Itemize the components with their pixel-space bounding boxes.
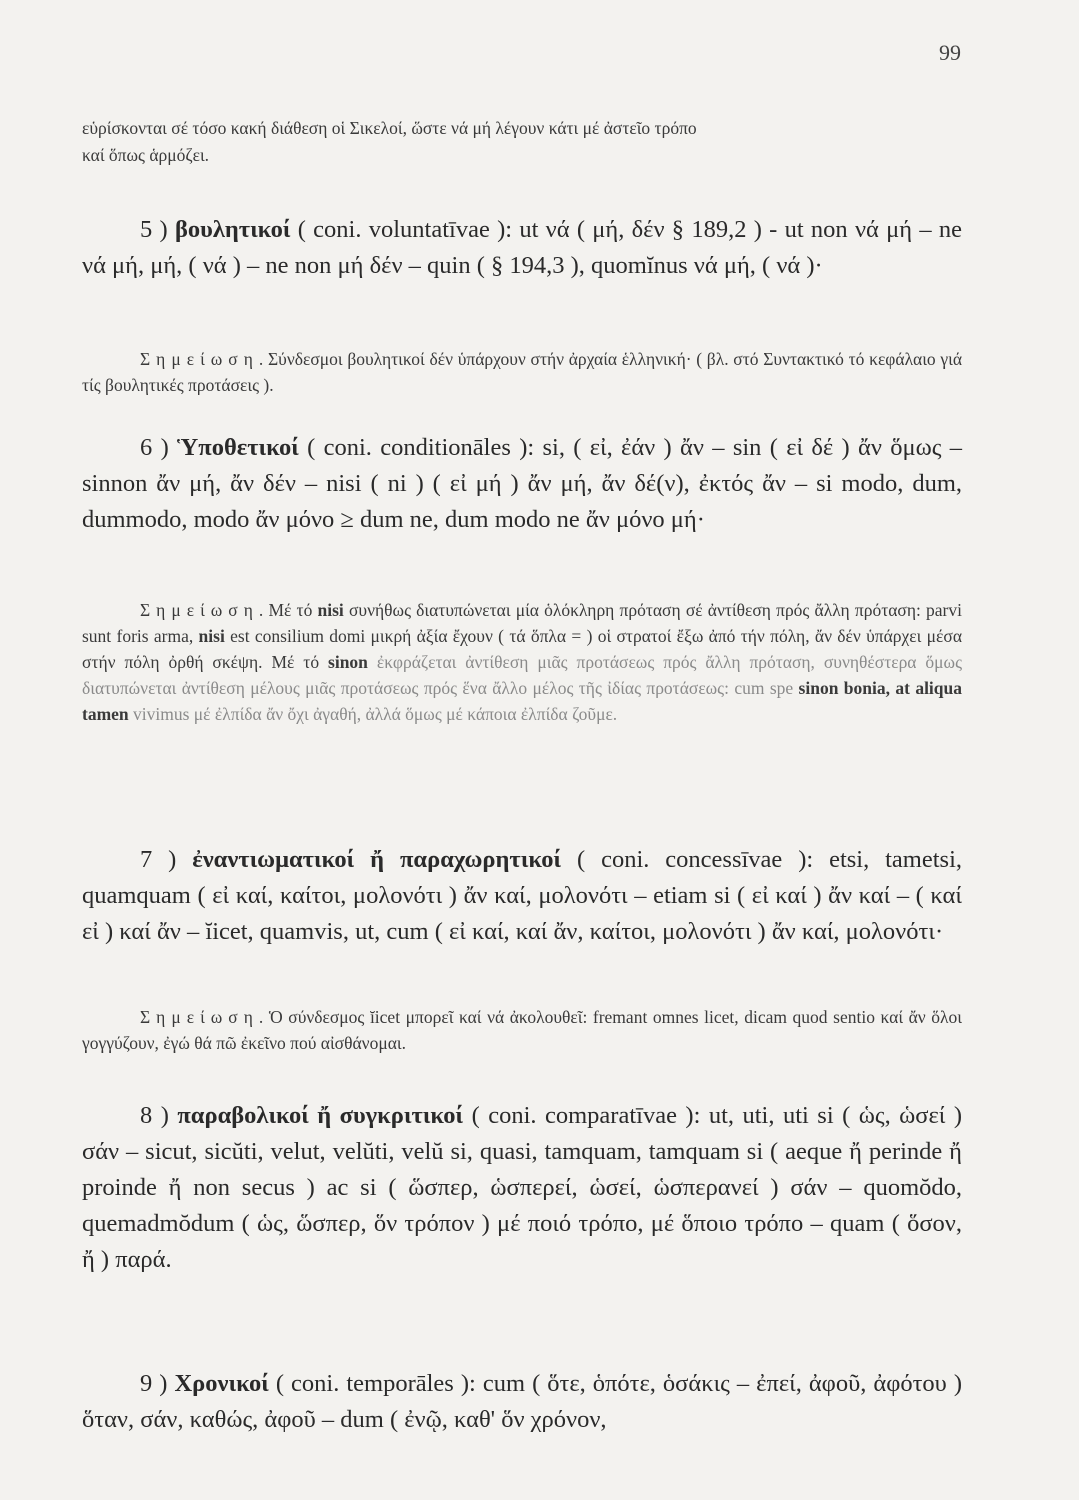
- section-6-paragraph: [82, 430, 962, 538]
- note-text-part: ἐκφράζεται ἀντίθεση μιᾶς προτάσεως πρός ἄλλη πρόταση, συνηθέστερα ὅμως διατυπώνεται ἀντίθεση μέλους μιᾶς προτάσεως πρός ἕνα ἄλλο μέλος τῆς ἰδίας προτάσεως: cum spe: [82, 652, 962, 698]
- page-number: 99: [939, 40, 961, 65]
- note-bold-term: sinon bonia, at aliqua tamen: [82, 678, 963, 724]
- section-6-number: 6 ): [140, 434, 169, 461]
- section-8-paragraph: [82, 1098, 962, 1278]
- intro-paragraph: [82, 115, 962, 169]
- section-8-text: ( coni. comparatīvae ): ut, uti, uti si ( ὡς, ὡσεί ) σάν – sicut, sicŭti, velut, velŭti, velŭ si, quasi, tamquam, tamquam si ( aeque ἤ perinde ἤ proinde ἤ non secus ) ac si ( ὥσπερ, ὡσπερεί, ὡσεί, ὡσπερανεί ) σάν – quomŏdo, quemadmŏdum ( ὡς, ὥσπερ, ὅν τρόπον ) μέ ποιό τρόπο, μέ ὅποιο τρόπο – quam ( ὅσον, ἤ ) παρά.: [82, 1102, 963, 1273]
- section-9-number: 9 ): [140, 1370, 168, 1397]
- section-7-paragraph: [82, 842, 962, 950]
- note-text-part: vivimus μέ ἐλπίδα ἄν ὄχι ἀγαθή, ἀλλά ὅμως μέ κάποια ἐλπίδα ζοῦμε.: [128, 704, 618, 724]
- section-7-number: 7 ): [140, 846, 177, 873]
- note-bold-term: nisi: [198, 626, 225, 646]
- section-5-note-text: . Σύνδεσμοι βουλητικοί δέν ὑπάρχουν στήν ἀρχαία ἑλληνική· ( βλ. στό Συντακτικό τό κεφάλαιο γιά τίς βουλητικές προτάσεις ).: [82, 349, 962, 395]
- section-8: [82, 1098, 962, 1278]
- note-bold-term: nisi: [317, 600, 344, 620]
- section-7-note: [82, 1004, 962, 1056]
- section-8-number: 8 ): [140, 1102, 169, 1129]
- note-label: Σημείωση: [140, 600, 259, 620]
- note-text-part: . Μέ τό: [258, 600, 318, 620]
- section-5-note: [82, 346, 962, 398]
- section-6: [82, 430, 962, 538]
- section-7-heading: ἐναντιωματικοί ἤ παραχωρητικοί: [192, 846, 562, 873]
- section-6-heading: Ὑποθετικοί: [177, 434, 299, 461]
- note-bold-term: sinon: [328, 652, 368, 672]
- section-9-paragraph: [82, 1366, 962, 1438]
- section-5-text: ( coni. voluntatīvae ): ut νά ( μή, δέν § 189,2 ) - ut non νά μή – ne νά μή, μή, ( νά ) – ne non μή δέν – quin ( § 194,3 ), quomĭnus νά μή, ( νά )·: [82, 216, 962, 279]
- note-label: Σημείωση: [140, 349, 259, 369]
- note-label: Σημείωση: [140, 1007, 259, 1027]
- intro-line-1: εὑρίσκονται σέ τόσο κακή διάθεση οἱ Σικελοί, ὥστε νά μή λέγουν κάτι μέ ἀστεῖο τρόπο: [82, 118, 697, 138]
- note-text-part: est consilium domi μικρή ἀξία ἔχουν ( τά ὅπλα = ) οἱ στρατοί ἔξω ἀπό τήν πόλη, ἄν δέν ὑπάρχει μέσα στήν πόλη ὀρθή σκέψη. Μέ τό: [82, 626, 962, 672]
- section-7-text: ( coni. concessīvae ): etsi, tametsi, quamquam ( εἰ καί, καίτοι, μολονότι ) ἄν καί, μολονότι – etiam si ( εἰ καί ) ἄν καί – ( καί εἰ ) καί ἄν – ĭicet, quamvis, ut, cum ( εἰ καί, καί ἄν, καίτοι, μολονότι ) ἄν καί, μολονότι·: [82, 846, 963, 945]
- section-6-note: [82, 597, 962, 727]
- note-text-part: συνήθως διατυπώνεται μία ὁλόκληρη πρόταση σέ ἀντίθεση πρός ἄλλη πρόταση: parvi sunt foris arma,: [82, 600, 962, 646]
- section-5-heading: βουλητικοί: [174, 216, 291, 243]
- section-8-heading: παραβολικοί ἤ συγκριτικοί: [177, 1102, 464, 1129]
- section-9-heading: Χρονικοί: [174, 1370, 269, 1397]
- section-6-text: ( coni. conditionāles ): si, ( εἰ, ἐάν ) ἄν – sin ( εἰ δέ ) ἄν ὅμως – sinnon ἄν μή, ἄν δέν – nisi ( ni ) ( εἰ μή ) ἄν μή, ἄν δέ(ν), ἐκτός ἄν – si modo, dum, dummodo, modo ἄν μόνο ≥ dum ne, dum modo ne ἄν μόνο μή·: [82, 434, 962, 533]
- section-5: [82, 212, 962, 284]
- section-7: [82, 842, 962, 950]
- section-9-text: ( coni. temporāles ): cum ( ὅτε, ὁπότε, ὁσάκις – ἐπεί, ἀφοῦ, ἀφότου ) ὅταν, σάν, καθώς, ἀφοῦ – dum ( ἐνῷ, καθ' ὅν χρόνον,: [82, 1370, 962, 1433]
- section-9: [82, 1366, 962, 1438]
- intro-line-2: καί ὅπως ἁρμόζει.: [82, 145, 210, 165]
- section-5-paragraph: [82, 212, 962, 284]
- section-5-number: 5 ): [140, 216, 168, 243]
- section-7-note-text: . Ὁ σύνδεσμος ĭicet μπορεῖ καί νά ἀκολουθεῖ: fremant omnes licet, dicam quod sentio καί ἄν ὅλοι γογγύζουν, ἐγώ θά πῶ ἐκεῖνο πού αἰσθάνομαι.: [82, 1007, 962, 1053]
